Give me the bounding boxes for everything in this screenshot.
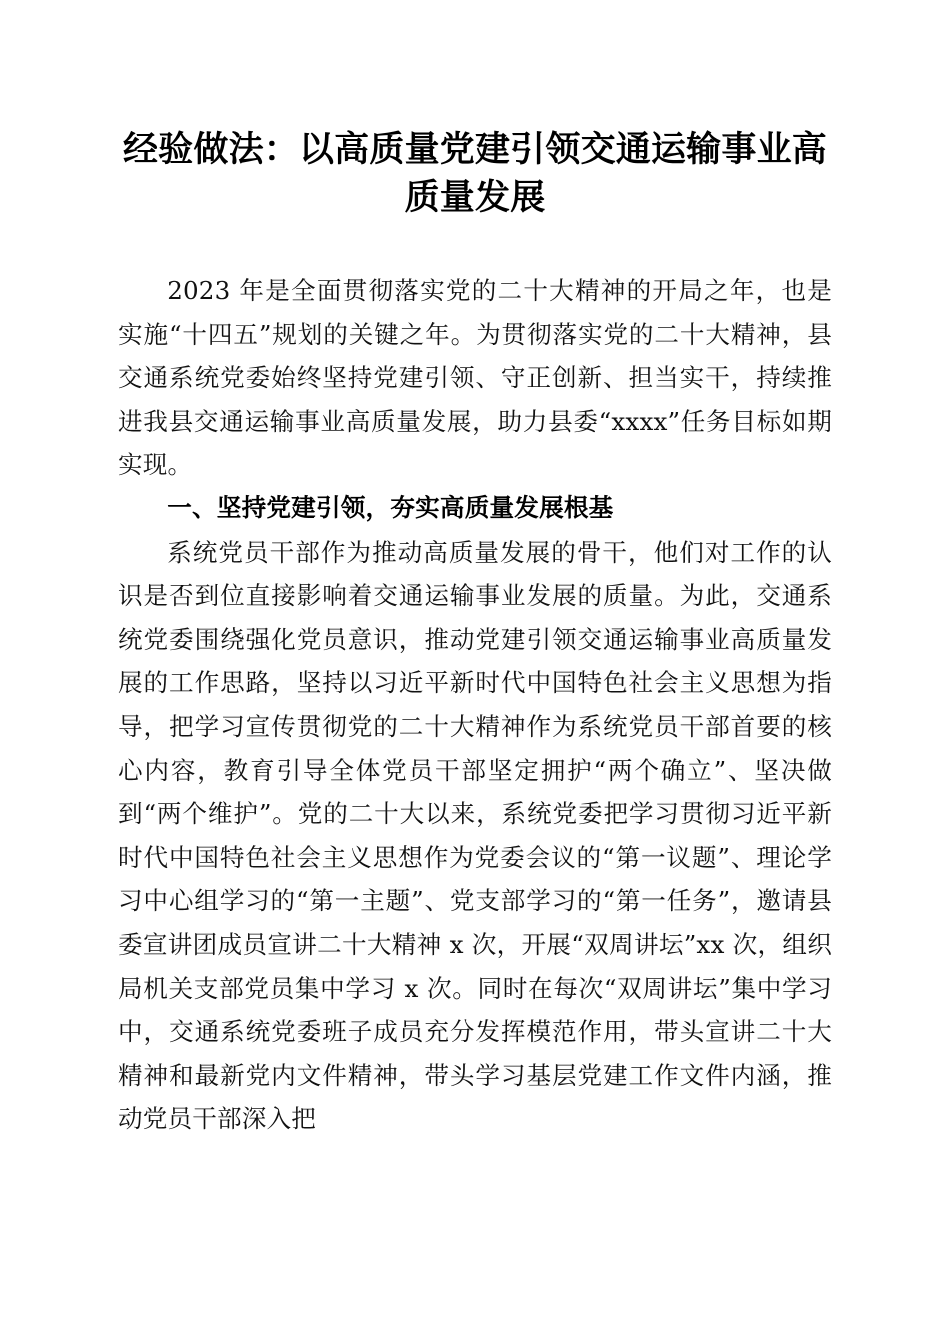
page-title: 经验做法：以高质量党建引领交通运输事业高质量发展 — [122, 130, 827, 217]
section-1-paragraph: 系统党员干部作为推动高质量发展的骨干，他们对工作的认识是否到位直接影响着交通运输事业发展的质量。为此，交通系统党委围绕强化党员意识，推动党建引领交通运输事业高质量发展的工作思路，坚持以习近平新时代中国特色社会主义思想为指导，把学习宣传贯彻党的二十大精神作为系统党员干部首要的核心内容，教育引导全体党员干部坚定拥护“两个确立”、坚决做到“两个维护”。党的二十大以来，系统党委把学习贯彻习近平新时代中国特色社会主义思想作为党委会议的“第一议题”、理论学习中心组学习的“第一主题”、党支部学习的“第一任务”，邀请县委宣讲团成员宣讲二十大精神 x 次，开展“双周讲坛”xx 次，组织局机关支部党员集中学习 x 次。同时在每次“双周讲坛”集中学习中，交通系统党委班子成员充分发挥模范作用，带头宣讲二十大精神和最新党内文件精神，带头学习基层党建工作文件内涵，推动党员干部深入把 — [118, 537, 832, 1134]
intro-paragraph: 2023 年是全面贯彻落实党的二十大精神的开局之年，也是实施“十四五”规划的关键之年。为贯彻落实党的二十大精神，县交通系统党委始终坚持党建引领、守正创新、担当实干，持续推进我县交通运输事业高质量发展，助力县委“xxxx”任务目标如期实现。 — [118, 276, 832, 480]
section-heading-1: 一、坚持党建引领，夯实高质量发展根基 — [167, 494, 614, 522]
document-content — [118, 0, 832, 1141]
